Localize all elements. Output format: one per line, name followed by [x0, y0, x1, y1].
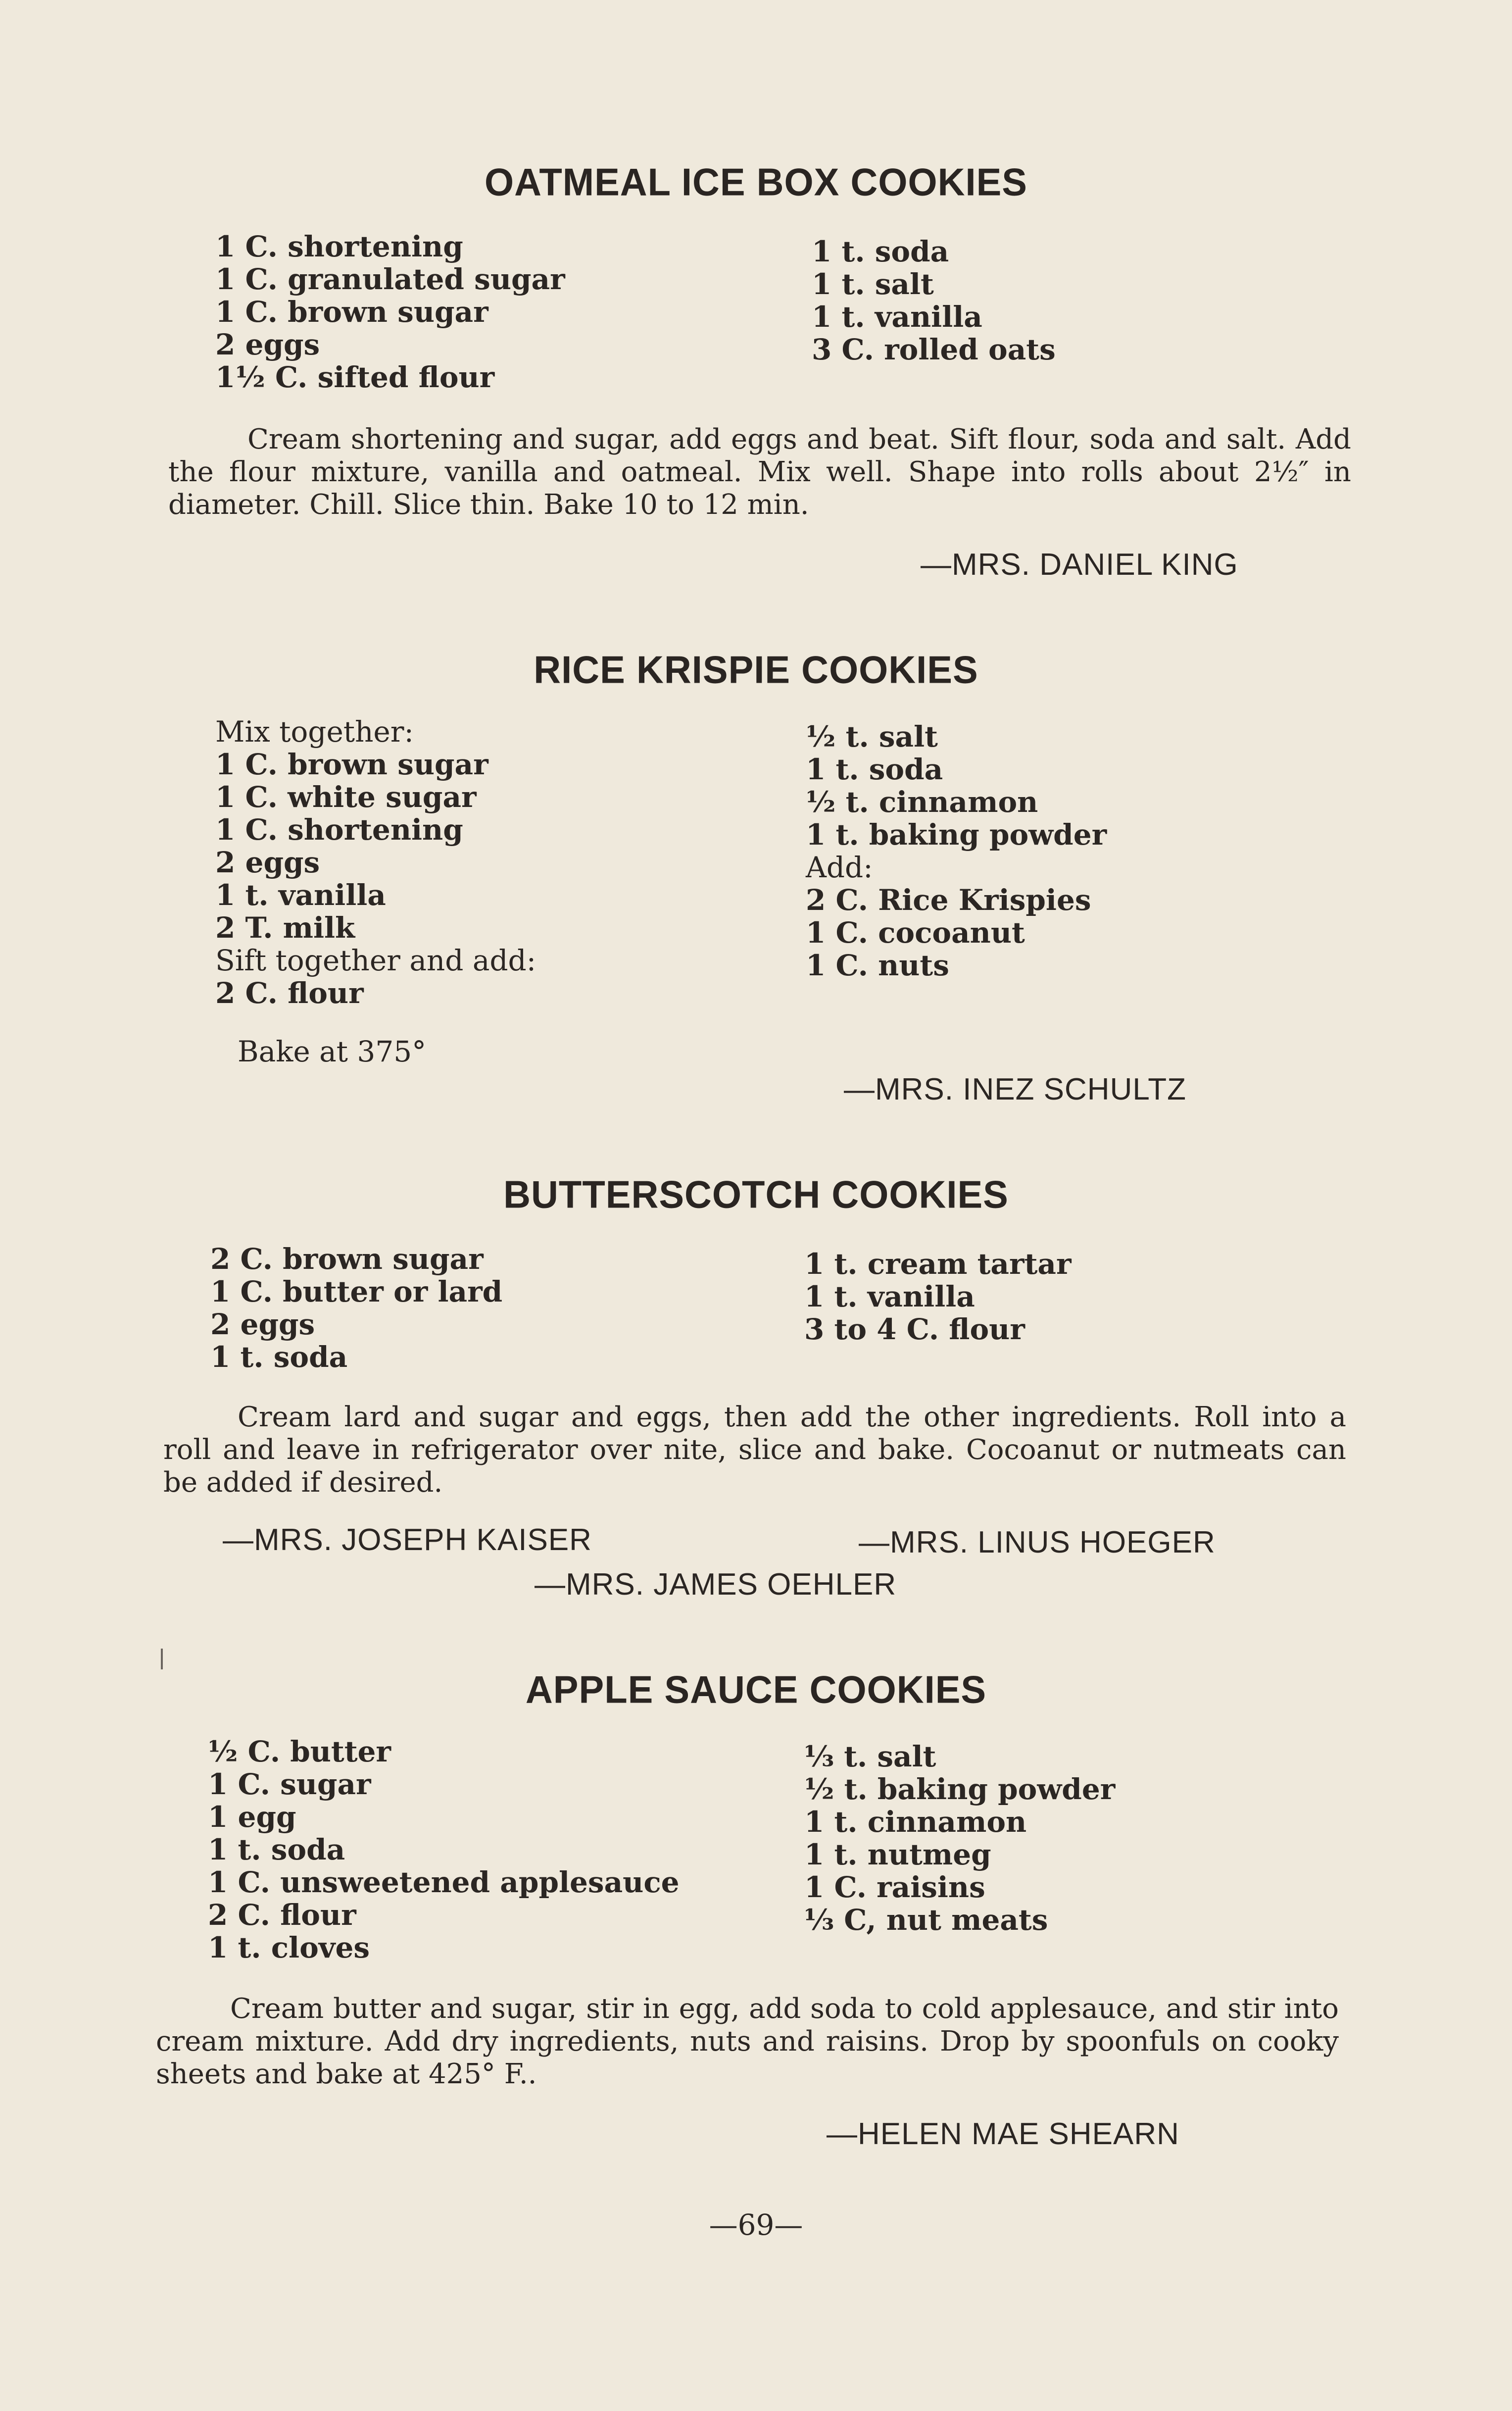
- ingredients-right-butterscotch: [804, 1248, 1072, 1346]
- ingredient: 1 C. brown sugar: [215, 295, 488, 329]
- ingredient: 2 C. brown sugar: [210, 1242, 484, 1276]
- margin-mark: [161, 1649, 163, 1669]
- ingredient: 3 to 4 C. flour: [804, 1312, 1025, 1346]
- ingredient: 1 t. soda: [806, 753, 943, 786]
- ingredient: 1 t. salt: [812, 267, 934, 301]
- signature-butterscotch-2: —MRS. LINUS HOEGER: [859, 1525, 1216, 1559]
- recipe-title-applesauce: APPLE SAUCE COOKIES: [525, 1668, 987, 1711]
- instruction-label: Mix together:: [215, 715, 414, 749]
- ingredients-right-applesauce: [804, 1740, 1115, 1936]
- signature-butterscotch-3: —MRS. JAMES OEHLER: [535, 1567, 897, 1602]
- ingredient: 2 eggs: [215, 846, 320, 879]
- ingredient: ⅓ t. salt: [804, 1740, 936, 1773]
- ingredient: 2 eggs: [215, 328, 320, 361]
- ingredient: 1 t. vanilla: [215, 878, 386, 912]
- ingredient: 1 C. sugar: [208, 1767, 371, 1801]
- ingredient: 1 C. granulated sugar: [215, 262, 565, 296]
- ingredient: 1 egg: [208, 1800, 296, 1834]
- ingredient: 1 C. nuts: [806, 949, 949, 982]
- ingredient: 1 C. butter or lard: [210, 1275, 503, 1308]
- recipe-title-oatmeal: OATMEAL ICE BOX COOKIES: [485, 161, 1027, 204]
- recipe-title-rice-krispie: RICE KRISPIE COOKIES: [534, 649, 978, 692]
- ingredient: 1 C. cocoanut: [806, 916, 1025, 950]
- instruction-label: Sift together and add:: [215, 944, 537, 977]
- ingredient: 1 t. nutmeg: [804, 1838, 991, 1871]
- bake-note-rice-krispie: Bake at 375°: [238, 1035, 427, 1068]
- ingredient: 1 C. raisins: [804, 1870, 985, 1904]
- page-number: —69—: [709, 2208, 803, 2242]
- ingredient: 2 C. flour: [208, 1898, 356, 1932]
- ingredient: 1 t. vanilla: [812, 300, 982, 334]
- ingredient: 2 C. Rice Krispies: [806, 883, 1091, 917]
- ingredient: 3 C. rolled oats: [812, 333, 1056, 366]
- recipe-title-butterscotch: BUTTERSCOTCH COOKIES: [503, 1173, 1009, 1216]
- directions-oatmeal: Cream shortening and sugar, add eggs and beat. Sift flour, soda and salt. Add the flour mixture, vanilla and oatmeal. Mix well. Shape into rolls about 2½″ in diameter. Chill. Slice thin. Bake 10 to 12 min.: [168, 423, 1351, 521]
- ingredient: 1 t. baking powder: [806, 818, 1107, 852]
- directions-applesauce: Cream butter and sugar, stir in egg, add soda to cold applesauce, and stir into cream mixture. Add dry ingredients, nuts and raisins. Drop by spoonfuls on cooky sheets and bake at 425° F..: [156, 1993, 1339, 2090]
- ingredient: ½ t. baking powder: [804, 1772, 1116, 1806]
- ingredient: 2 C. flour: [215, 976, 364, 1010]
- ingredient: 1 t. soda: [812, 235, 949, 268]
- ingredients-left-rice-krispie: [215, 715, 536, 1009]
- signature-applesauce: —HELEN MAE SHEARN: [827, 2117, 1179, 2151]
- signature-rice-krispie: —MRS. INEZ SCHULTZ: [844, 1072, 1186, 1106]
- ingredients-right-oatmeal: [812, 235, 1056, 366]
- ingredient: 1 C. unsweetened applesauce: [208, 1865, 680, 1899]
- ingredient: 1 t. soda: [208, 1833, 345, 1866]
- directions-butterscotch: Cream lard and sugar and eggs, then add the other ingredients. Roll into a roll and leave in refrigerator over nite, slice and bake. Cocoanut or nutmeats can be added if desired.: [163, 1401, 1346, 1499]
- ingredient: 1 t. cloves: [208, 1931, 370, 1964]
- ingredient: ⅓ C, nut meats: [804, 1903, 1048, 1937]
- signature-butterscotch-1: —MRS. JOSEPH KAISER: [223, 1523, 592, 1557]
- ingredient: 2 eggs: [210, 1307, 315, 1341]
- ingredient: ½ t. cinnamon: [806, 785, 1038, 819]
- ingredients-left-butterscotch: [210, 1243, 502, 1373]
- ingredient: 1 C. shortening: [215, 230, 463, 263]
- ingredients-right-rice-krispie: [806, 720, 1107, 982]
- ingredient: 1 C. brown sugar: [215, 748, 488, 781]
- ingredient: 1 t. vanilla: [804, 1280, 975, 1313]
- ingredient: ½ C. butter: [208, 1735, 391, 1768]
- ingredients-left-applesauce: [208, 1735, 680, 1964]
- ingredient: 1 C. white sugar: [215, 780, 477, 814]
- ingredient: 1 t. soda: [210, 1340, 348, 1374]
- ingredient: 1½ C. sifted flour: [215, 360, 495, 394]
- ingredient: 1 t. cinnamon: [804, 1805, 1027, 1839]
- instruction-label: Add:: [806, 851, 873, 884]
- ingredients-left-oatmeal: [215, 230, 565, 394]
- ingredient: 1 t. cream tartar: [804, 1247, 1072, 1281]
- signature-oatmeal: —MRS. DANIEL KING: [921, 548, 1238, 582]
- ingredient: 1 C. shortening: [215, 813, 463, 847]
- ingredient: ½ t. salt: [806, 720, 938, 753]
- ingredient: 2 T. milk: [215, 911, 355, 945]
